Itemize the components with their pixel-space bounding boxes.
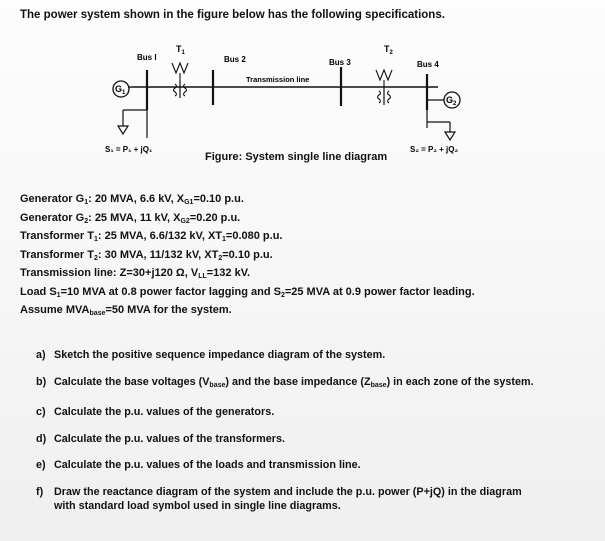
question-c: c) Calculate the p.u. values of the generators. — [36, 406, 275, 418]
bus-2-label: Bus 2 — [224, 55, 246, 64]
spec-transformer-1: Transformer $T_1$: 25 MVA, 6.6/132 kV, $XT_1=0.080$ p.u. — [20, 230, 283, 243]
g2-label: $G_2$ — [446, 95, 457, 107]
question-f: f) Draw the reactance diagram of the system and include the p.u. power (P+jQ) in the diagram with standard load symbol used in single line diagrams. — [36, 485, 522, 512]
question-e: e) Calculate the p.u. values of the loads and transmission line. — [36, 459, 361, 471]
g1-label: $G_1$ — [115, 84, 126, 96]
transmission-line-label: Transmission line — [246, 75, 310, 84]
specifications — [20, 192, 475, 322]
question-d: d) Calculate the p.u. values of the transformers. — [36, 432, 285, 445]
load-1-arrow-icon — [118, 126, 128, 134]
t1-label: $T_1$ — [176, 44, 185, 56]
question-list — [36, 348, 534, 525]
load-1-label: S₁ = P₁ + jQ₁ — [105, 145, 153, 154]
spec-transformer-2: Transformer $T_2$: 30 MVA, 11/132 kV, $XT_2=0.10$ p.u. — [20, 248, 273, 262]
bus-4-label: Bus 4 — [417, 60, 439, 69]
intro-text: The power system shown in the figure below has the following specifications. — [20, 9, 445, 21]
spec-transmission-line: Transmission line: Z=30+j120 Ω, $V_{LL}=132$ kV. — [20, 267, 251, 280]
question-b: b) Calculate the base voltages $(V_{base})$ and the base impedance $(Z_{base})$ in each zone of the system. — [36, 375, 534, 389]
spec-loads: Load $S_1=10$ MVA at 0.8 power factor lagging and $S_2=25$ MVA at 0.9 power factor leading. — [20, 285, 475, 299]
spec-generator-2: Generator $G_2$: 25 MVA, 11 kV, $X_{G2}=0.20$ p.u. — [20, 211, 241, 225]
transformer-t1-icon — [172, 63, 188, 98]
bus-1-label: Bus I — [137, 53, 157, 62]
t2-label: $T_2$ — [384, 44, 393, 56]
question-a: a) Sketch the positive sequence impedance diagram of the system. — [36, 349, 386, 361]
load-2-label: S₂ = P₂ + jQ₂ — [410, 145, 459, 154]
spec-generator-1: Generator $G_1$: 20 MVA, 6.6 kV, $X_{G1}=0.10$ p.u. — [20, 193, 244, 206]
spec-base: Assume $MVA_{base}=50$ MVA for the system. — [20, 304, 232, 317]
figure-caption: Figure: System single line diagram — [205, 151, 388, 163]
load-2-arrow-icon — [445, 132, 455, 140]
bus-3-label: Bus 3 — [329, 58, 351, 67]
